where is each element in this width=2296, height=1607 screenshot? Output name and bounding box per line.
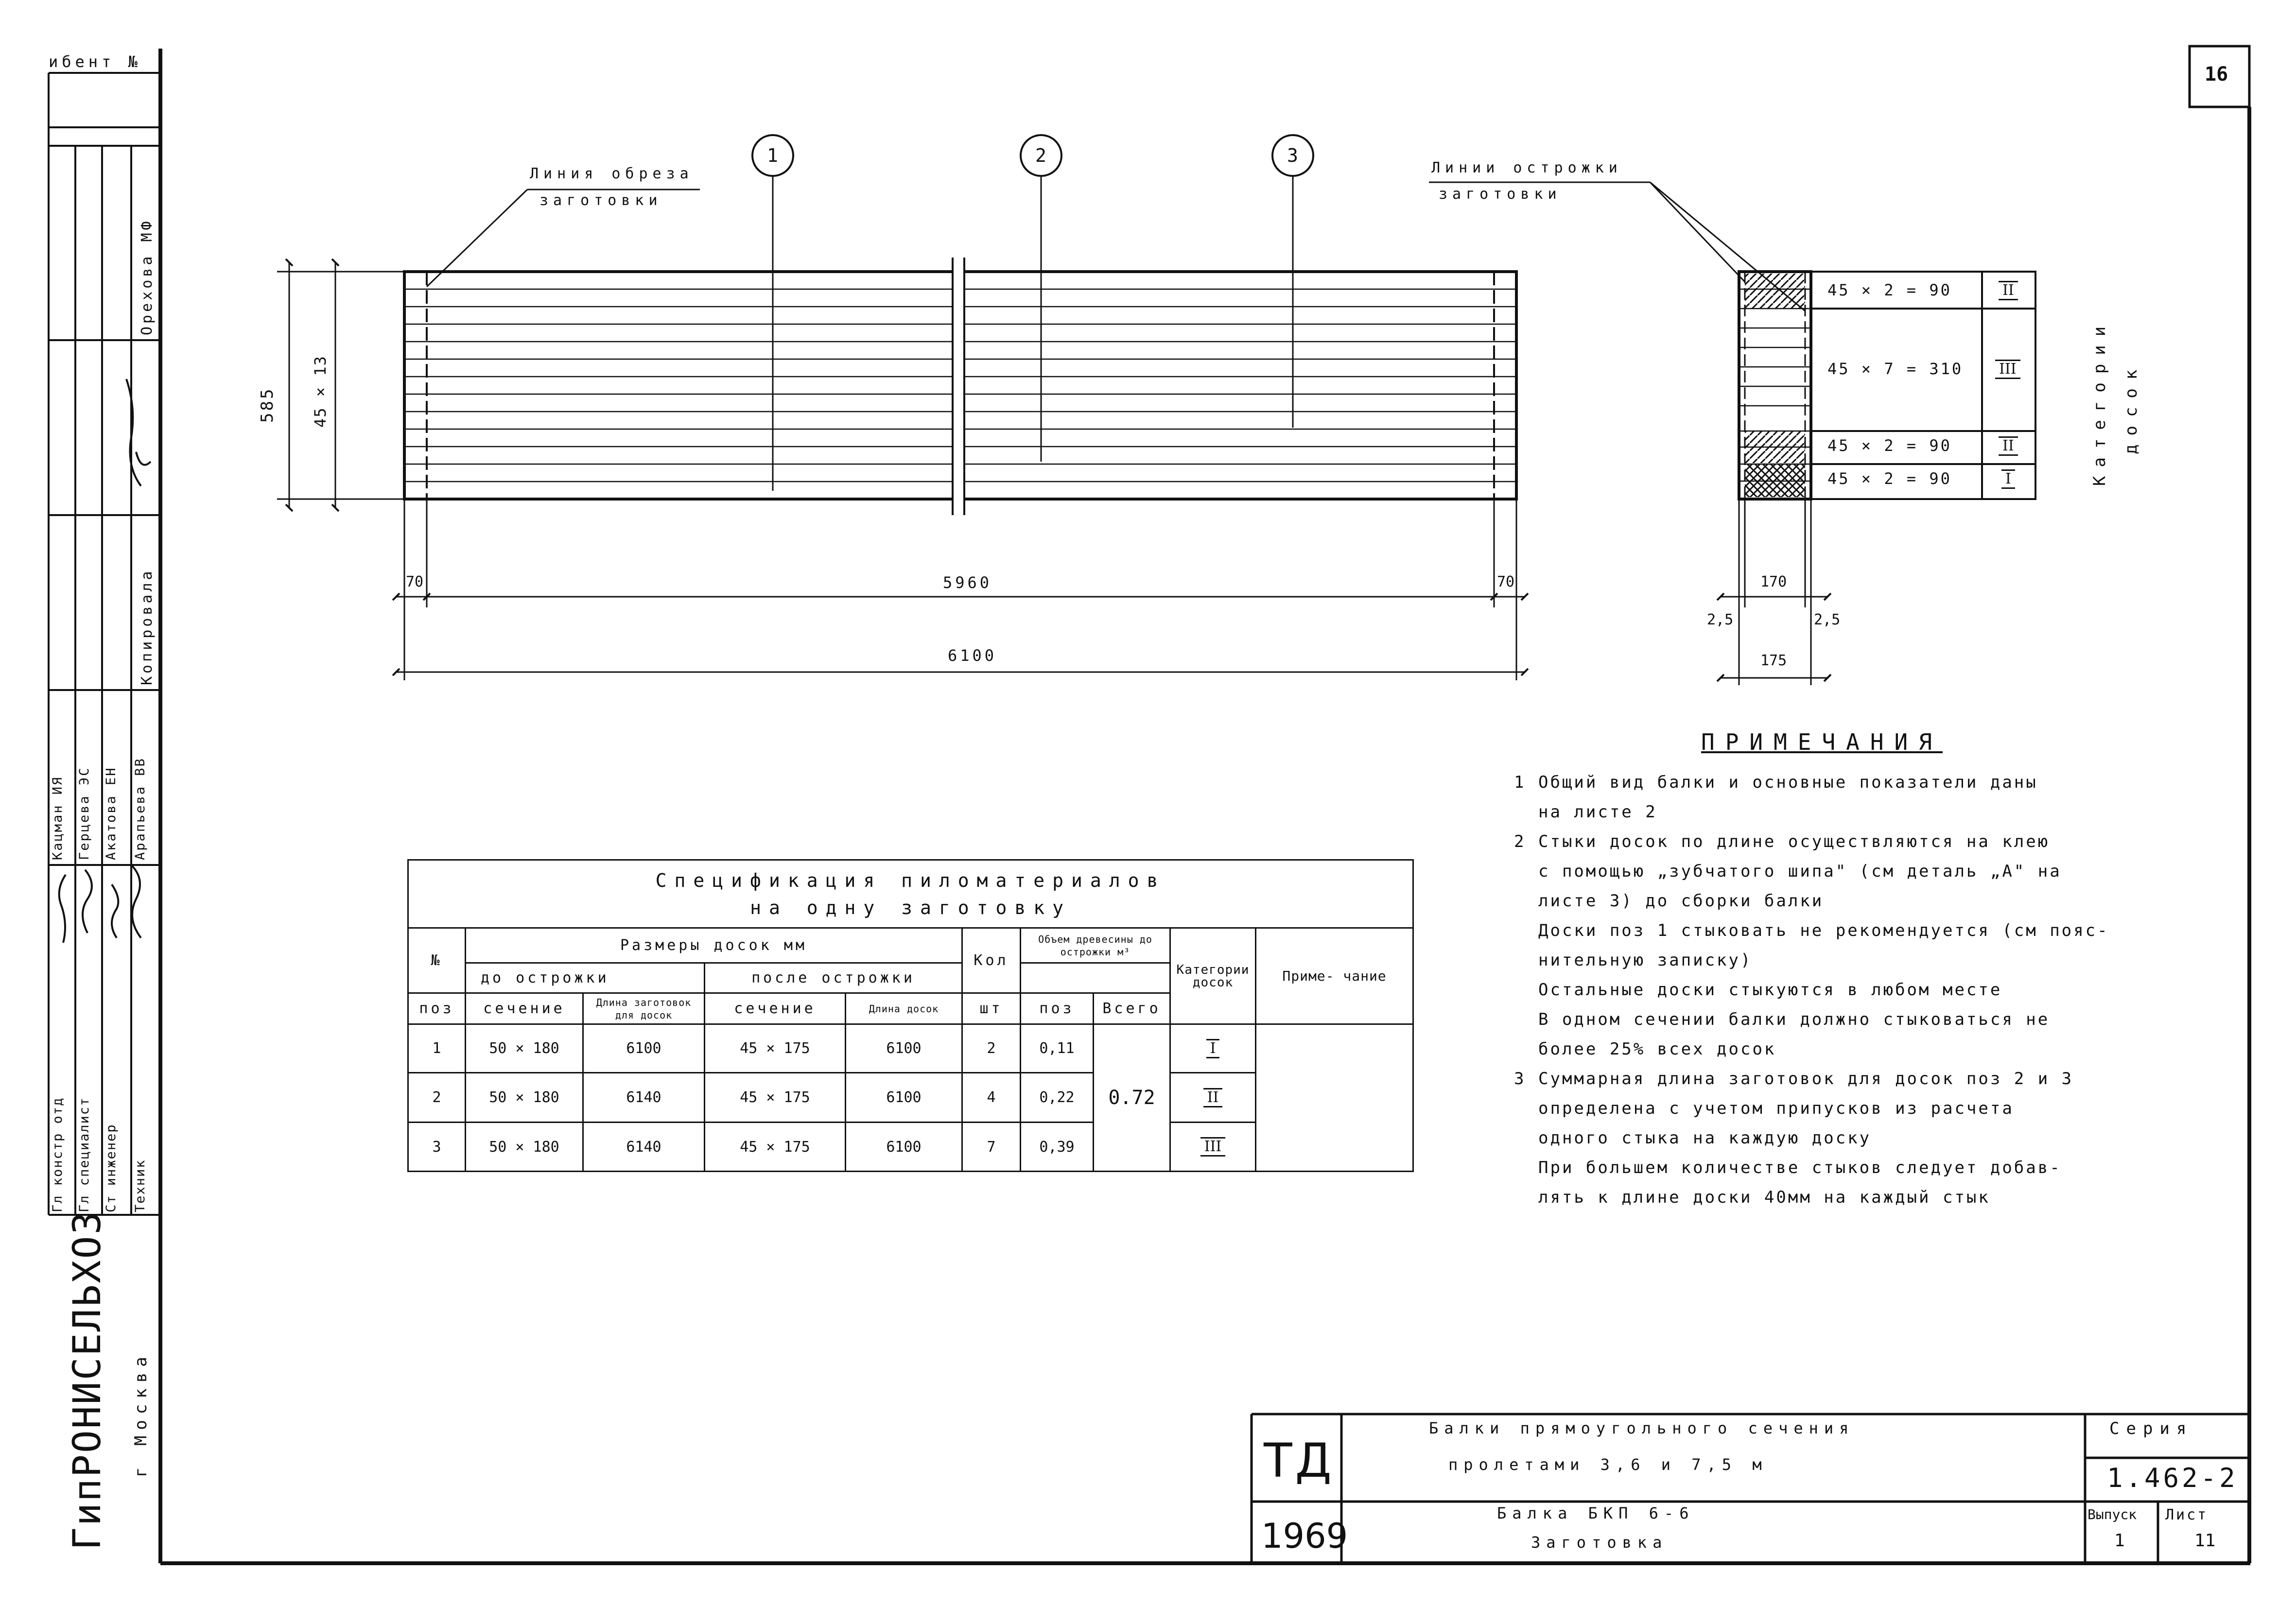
title-block-issue: 1: [2114, 1531, 2125, 1551]
note-item: [1514, 1005, 2109, 1035]
note-item: [1514, 1153, 2109, 1183]
blank-elevation: [404, 174, 1516, 515]
spec-title-line: на одну заготовку: [750, 897, 1071, 918]
col-header-section-after: сечение: [705, 993, 846, 1024]
title-block-year: 1969: [1261, 1516, 1348, 1556]
note-line: При большем количестве стыков следует добав-: [1538, 1158, 2062, 1177]
signature-marks: [49, 340, 160, 1205]
col-header-before: до острожки: [466, 963, 705, 993]
col-header-no: №: [408, 928, 466, 993]
notes-list: [1514, 768, 2109, 1212]
dim-layers: 45 × 13: [311, 355, 330, 428]
cell-before-section: 50 × 180: [466, 1073, 583, 1123]
category-mark: II: [1203, 1088, 1223, 1107]
col-header-section-before: сечение: [466, 993, 583, 1024]
cell-after-section: 45 × 175: [705, 1123, 846, 1172]
note-item: [1514, 886, 2109, 916]
note-item: [1514, 1094, 2109, 1123]
section-row-category: [1999, 281, 2018, 300]
cell-blank-length: 6140: [583, 1073, 705, 1123]
col-header-pos: поз: [408, 993, 466, 1024]
table-row: [408, 1024, 1413, 1073]
col-header-qty-unit: шт: [962, 993, 1021, 1024]
title-block-main: пролетами 3,6 и 7,5 м: [1448, 1455, 1768, 1474]
cell-category: [1170, 1024, 1256, 1073]
note-line: Доски поз 1 стыковать не рекомендуется (см пояс-: [1538, 921, 2109, 940]
dim-height: 585: [258, 387, 277, 423]
section-label: Линии острожки: [1431, 159, 1622, 176]
title-block-series-label: Серия: [2109, 1419, 2193, 1438]
section-row-size: 45 × 7 = 310: [1827, 360, 1964, 378]
cell-blank-length: 6100: [583, 1024, 705, 1073]
corner-label: ибент №: [49, 52, 141, 71]
col-header-note: Приме- чание: [1256, 928, 1413, 1024]
note-line: Стыки досок по длине осуществляются на клею: [1538, 832, 2050, 851]
note-line: на листе 2: [1538, 802, 1657, 822]
note-line: одного стыка на каждую доску: [1538, 1128, 1872, 1148]
col-header-board-length: Длина досок: [846, 993, 962, 1024]
note-line: лять к длине доски 40мм на каждый стык: [1538, 1188, 1990, 1207]
dim-total: 6100: [948, 646, 997, 665]
note-item: [1514, 946, 2109, 975]
side-stamp-name: Арапьева ВВ: [133, 757, 148, 860]
side-stamp-col-signer: Орехова МФ: [139, 218, 156, 335]
col-header-category: Категории досок: [1170, 928, 1256, 1024]
title-block-issue-label: Выпуск: [2087, 1506, 2137, 1522]
title-block-sub: Балка БКП 6-6: [1497, 1504, 1695, 1522]
note-item: [1514, 827, 2109, 857]
note-item: [1514, 975, 2109, 1005]
note-item: [1514, 857, 2109, 886]
cell-volume-total: 0.72: [1094, 1024, 1170, 1172]
side-stamp-col-header: Копировала: [139, 568, 156, 685]
cell-board-length: 6100: [846, 1123, 962, 1172]
spec-table: [407, 859, 1414, 1172]
note-line: Суммарная длина заготовок для досок поз 2 и 3: [1538, 1069, 2074, 1089]
side-stamp-role: Гл констр отд: [50, 1097, 65, 1212]
cell-pos: 1: [408, 1024, 466, 1073]
section-dim-side: 2,5: [1814, 611, 1841, 628]
section-dim-side: 2,5: [1707, 611, 1734, 628]
dim-end-right: 70: [1497, 573, 1515, 590]
side-stamp-role: Техник: [133, 1159, 148, 1212]
note-number: 3: [1514, 1069, 1526, 1089]
note-line: с помощью „зубчатого шипа" (см деталь „А" на: [1538, 862, 2062, 881]
col-header-after: после острожки: [705, 963, 962, 993]
category-mark: II: [1999, 281, 2018, 300]
side-stamp-name: Герцева ЭС: [77, 766, 92, 860]
cell-category: [1170, 1073, 1256, 1123]
cell-qty: 7: [962, 1123, 1021, 1172]
cell-pos: 2: [408, 1073, 466, 1123]
note-line: листе 3) до сборки балки: [1538, 891, 1824, 911]
note-item: [1514, 797, 2109, 827]
side-stamp-role: Ст инженер: [104, 1123, 119, 1212]
title-block-main: Балки прямоугольного сечения: [1429, 1419, 1855, 1437]
marker-label: 2: [1035, 145, 1046, 166]
cut-line-label: Линия обреза: [530, 165, 694, 182]
cell-volume: 0,11: [1021, 1024, 1094, 1073]
note-line: Общий вид балки и основные показатели даны: [1538, 773, 2038, 792]
note-number: 1: [1514, 773, 1526, 792]
spec-table-title: [408, 860, 1413, 928]
position-markers: [752, 135, 1313, 176]
cut-line-label: заготовки: [539, 192, 662, 209]
cell-qty: 4: [962, 1073, 1021, 1123]
category-mark: I: [2001, 469, 2015, 489]
page-number: 16: [2205, 63, 2228, 86]
note-item: [1514, 1123, 2109, 1153]
section-row-category: [2001, 469, 2015, 489]
cell-blank-length: 6140: [583, 1123, 705, 1172]
cell-note: [1256, 1024, 1413, 1172]
note-line: более 25% всех досок: [1538, 1039, 1776, 1059]
cell-board-length: 6100: [846, 1073, 962, 1123]
col-header-sizes: Размеры досок мм: [466, 928, 962, 963]
elevation-dimensions: [277, 262, 1525, 680]
cell-after-section: 45 × 175: [705, 1073, 846, 1123]
col-header-blank-length: Длина заготовок для досок: [583, 993, 705, 1024]
col-header-vol-spacer: [1021, 963, 1170, 993]
section-row-size: 45 × 2 = 90: [1827, 281, 1952, 299]
cross-section: [1429, 182, 2035, 685]
cell-board-length: 6100: [846, 1024, 962, 1073]
category-mark: II: [1999, 436, 2018, 456]
note-line: В одном сечении балки должно стыковаться не: [1538, 1010, 2050, 1029]
cell-volume: 0,22: [1021, 1073, 1094, 1123]
notes-title: ПРИМЕЧАНИЯ: [1701, 729, 1943, 755]
section-row-category: [1995, 360, 2020, 379]
note-item: [1514, 1064, 2109, 1094]
section-dim-inner: 170: [1760, 573, 1787, 590]
cell-after-section: 45 × 175: [705, 1024, 846, 1073]
section-side-label: Категории: [2090, 317, 2109, 486]
col-header-vol-pos: поз: [1021, 993, 1094, 1024]
title-block-sheet-label: Лист: [2165, 1506, 2209, 1523]
title-block-series: 1.462-2: [2107, 1463, 2238, 1493]
side-stamp-city: г Москва: [131, 1351, 151, 1477]
cell-pos: 3: [408, 1123, 466, 1172]
side-stamp-name: Акатова ЕН: [104, 766, 119, 860]
note-number: 2: [1514, 832, 1526, 851]
cell-before-section: 50 × 180: [466, 1024, 583, 1073]
col-header-vol-total: Всего: [1094, 993, 1170, 1024]
section-dim-total: 175: [1760, 652, 1787, 669]
section-label: заготовки: [1439, 186, 1562, 203]
side-stamp-org: ГипРОНИСЕЛЬХОЗ: [66, 1210, 109, 1550]
note-item: [1514, 916, 2109, 946]
col-header-qty: Кол: [962, 928, 1021, 993]
title-block-sub: Заготовка: [1531, 1533, 1668, 1552]
dim-end-left: 70: [406, 573, 424, 590]
section-row-size: 45 × 2 = 90: [1827, 469, 1952, 488]
col-header-volume: Объем древесины до острожки м³: [1021, 928, 1170, 963]
dim-inner: 5960: [943, 573, 992, 592]
category-mark: III: [1995, 360, 2020, 379]
note-line: Остальные доски стыкуются в любом месте: [1538, 980, 2002, 1000]
section-side-label: досок: [2122, 361, 2141, 454]
cell-before-section: 50 × 180: [466, 1123, 583, 1172]
side-stamp-name: Кацман ИЯ: [50, 776, 65, 860]
note-line: нительную записку): [1538, 950, 1753, 970]
marker-label: 3: [1287, 145, 1298, 166]
note-item: [1514, 768, 2109, 797]
spec-title-line: Спецификация пиломатериалов: [655, 869, 1166, 891]
note-item: [1514, 1183, 2109, 1212]
cell-category: [1170, 1123, 1256, 1172]
title-block-sheet: 11: [2194, 1531, 2216, 1551]
category-mark: III: [1200, 1137, 1226, 1157]
note-item: [1514, 1035, 2109, 1064]
section-row-category: [1999, 436, 2018, 456]
cell-qty: 2: [962, 1024, 1021, 1073]
title-block-td: ТД: [1264, 1434, 1335, 1488]
side-stamp-role: Гл специалист: [77, 1097, 92, 1212]
category-mark: I: [1206, 1039, 1220, 1058]
note-line: определена с учетом припусков из расчета: [1538, 1099, 2014, 1118]
section-row-size: 45 × 2 = 90: [1827, 436, 1952, 455]
marker-label: 1: [767, 145, 778, 166]
cell-volume: 0,39: [1021, 1123, 1094, 1172]
